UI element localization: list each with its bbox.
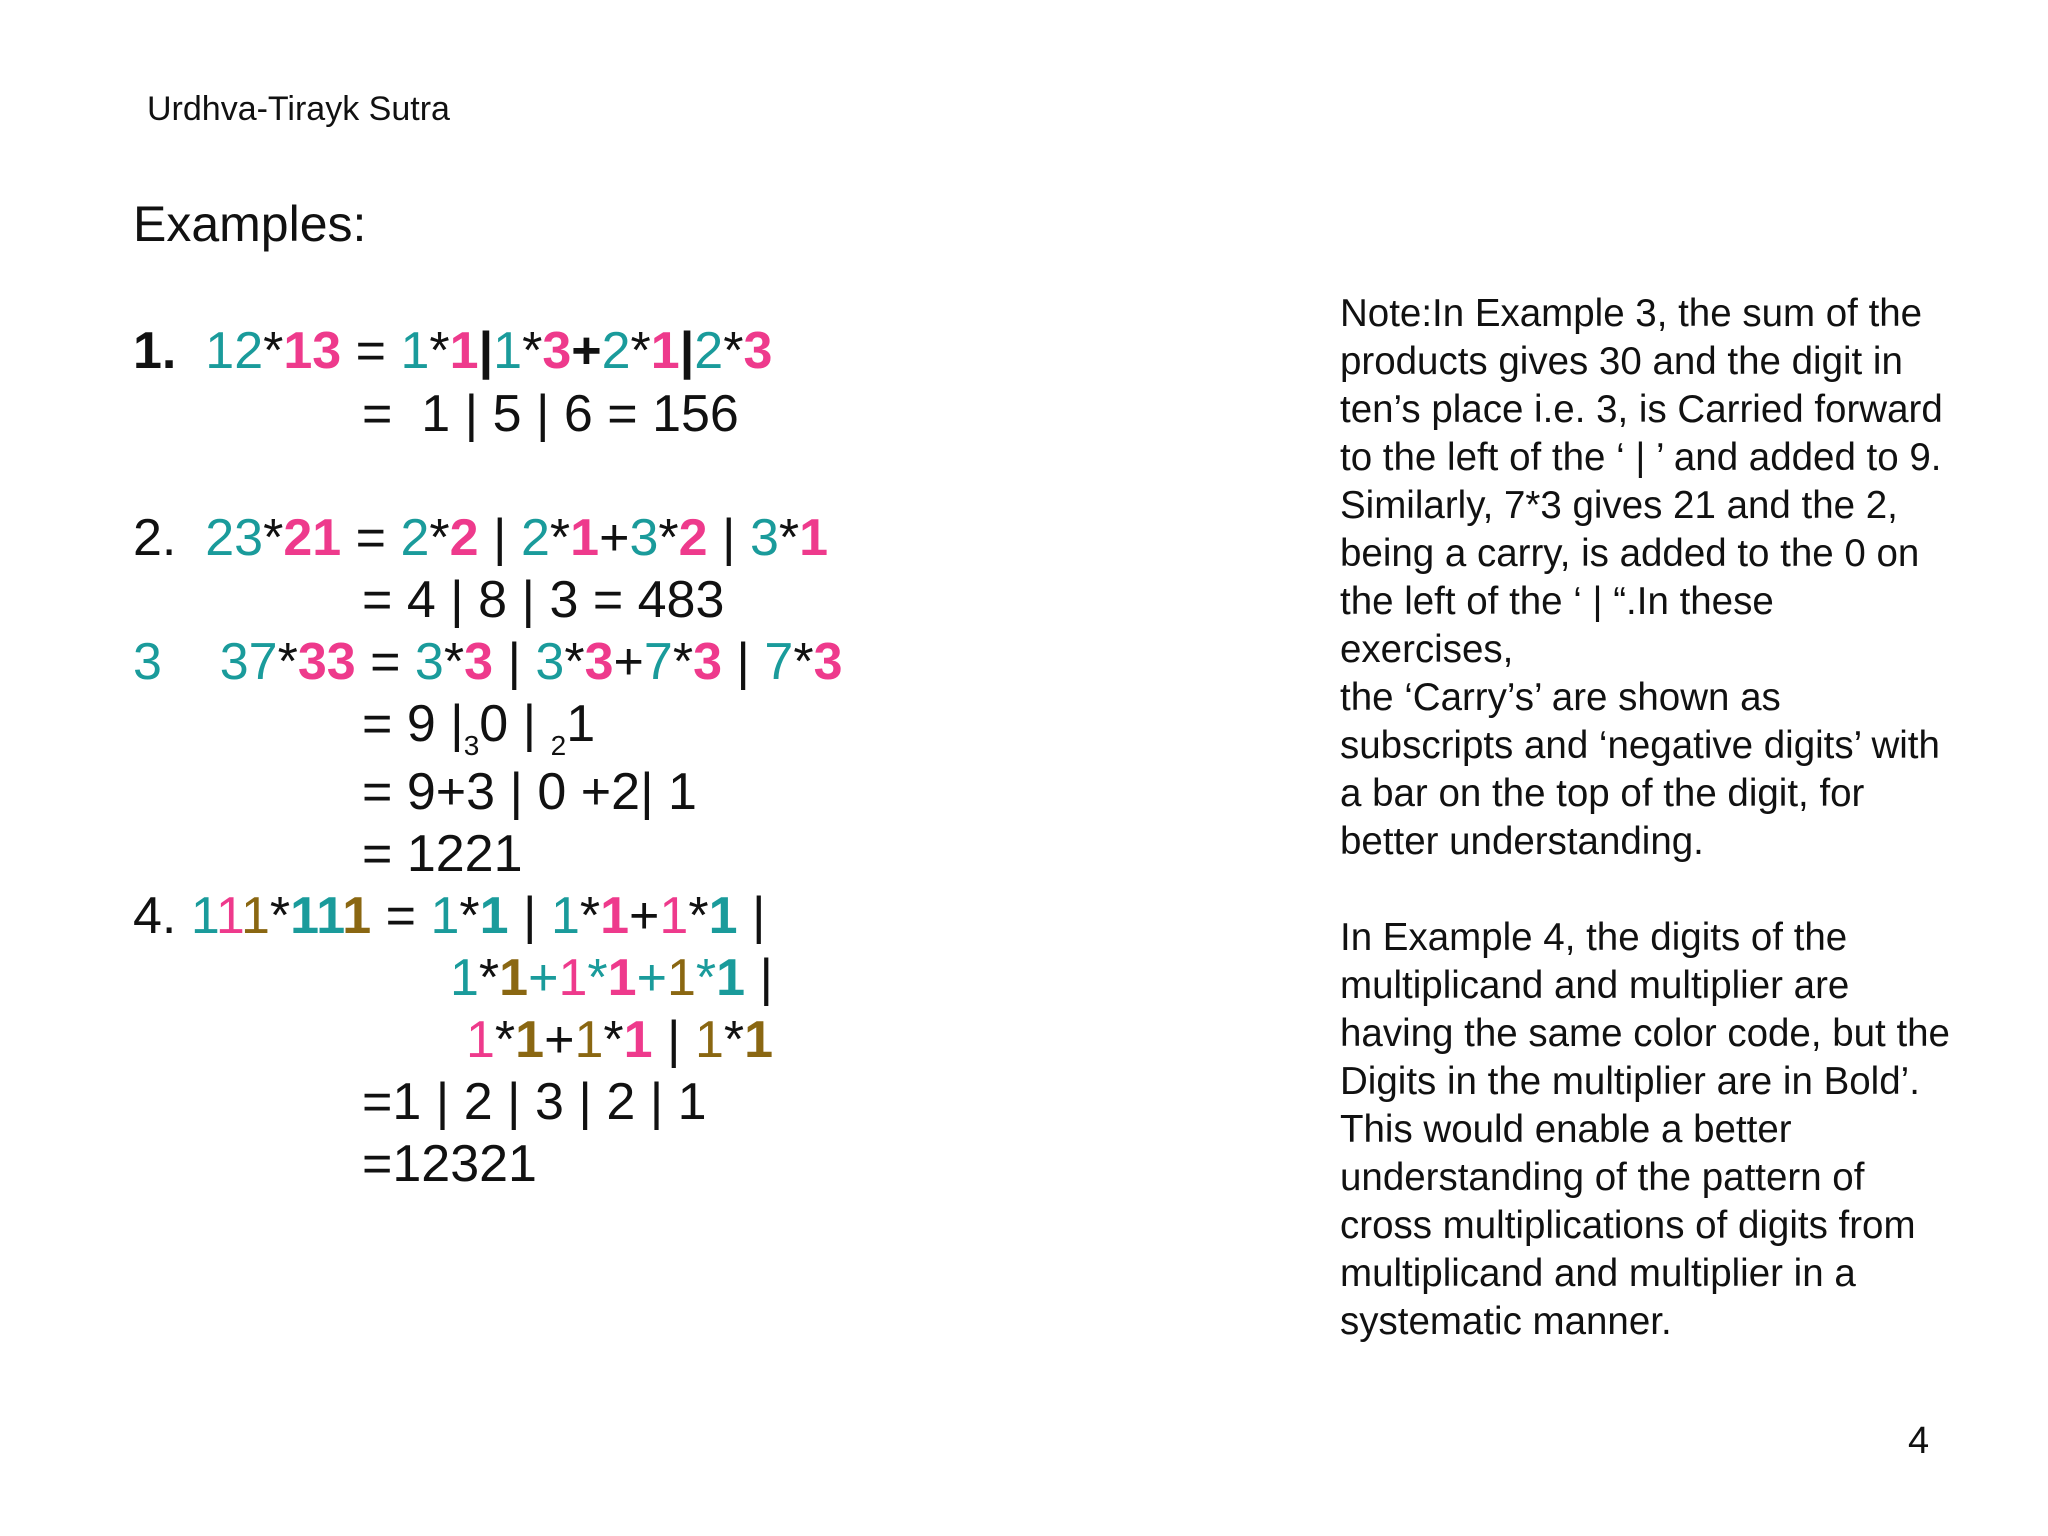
slide-header: Urdhva-Tirayk Sutra: [147, 90, 450, 128]
note-line: to the left of the ‘ | ’ and added to 9.: [1340, 436, 1942, 479]
equation-segment: +: [629, 887, 660, 945]
equation-segment: +: [544, 1011, 575, 1069]
note-line: subscripts and ‘negative digits’ with: [1340, 724, 1940, 767]
equation-segment: 23: [205, 509, 264, 567]
equation-segment: = 1 | 5 | 6 = 156: [362, 385, 739, 443]
equation-segment: 2: [601, 322, 631, 380]
equation-segment: 1: [708, 887, 738, 945]
note-line: better understanding.: [1340, 820, 1704, 863]
equation-segment: *: [723, 1011, 745, 1069]
equation-segment: |: [745, 949, 773, 1007]
equation-segment: *: [277, 633, 298, 691]
equation-segment: 1: [449, 322, 479, 380]
equation-segment: 3: [464, 633, 494, 691]
equation-segment: =: [371, 887, 431, 945]
equation-segment: 1: [799, 509, 829, 567]
equation-segment: 1: [659, 887, 689, 945]
example-1-line-1: [133, 322, 773, 380]
equation-segment: *: [723, 322, 744, 380]
carry-subscript: 2: [550, 730, 567, 761]
note-line: cross multiplications of digits from: [1340, 1204, 1916, 1247]
equation-segment: +: [528, 949, 559, 1007]
equation-segment: *: [459, 887, 480, 945]
equation-segment: *: [443, 633, 465, 691]
equation-segment: *: [630, 322, 651, 380]
note-paragraph-1: [1340, 290, 2020, 866]
equation-segment: =: [341, 322, 401, 380]
note-line: products gives 30 and the digit in: [1340, 340, 1903, 383]
example-2-line-2: [362, 571, 725, 629]
equation-segment: 3: [414, 633, 444, 691]
equation-segment: 1: [744, 1011, 774, 1069]
equation-segment: *: [263, 322, 284, 380]
equation-segment: =1 | 2 | 3 | 2 | 1: [362, 1073, 707, 1131]
equation-segment: =: [341, 509, 401, 567]
equation-segment: 21: [283, 509, 342, 567]
equation-segment: |: [707, 509, 750, 567]
equation-segment: 13: [283, 322, 342, 380]
equation-segment: 3: [813, 633, 843, 691]
equation-segment: = 9 |: [362, 695, 464, 753]
equation-segment: *: [494, 1011, 516, 1069]
equation-segment: *: [263, 509, 284, 567]
equation-segment: *: [429, 509, 450, 567]
equation-segment: 1: [342, 887, 372, 945]
equation-segment: +: [571, 322, 602, 380]
equation-segment: 12: [205, 322, 264, 380]
note-line: In Example 4, the digits of the: [1340, 916, 1848, 959]
equation-segment: 1: [574, 1011, 604, 1069]
equation-segment: 1.: [133, 322, 177, 380]
equation-segment: 2: [678, 509, 708, 567]
equation-segment: *: [478, 949, 500, 1007]
equation-segment: 1: [450, 949, 479, 1007]
equation-segment: = 1221: [362, 825, 523, 883]
equation-segment: *: [549, 509, 571, 567]
equation-segment: 2: [400, 509, 430, 567]
equation-segment: 4.: [133, 887, 191, 945]
note-line: This would enable a better: [1340, 1108, 1792, 1151]
equation-segment: 3: [693, 633, 722, 691]
equation-segment: *: [603, 1011, 624, 1069]
equation-segment: 1: [215, 887, 241, 945]
equation-segment: 7: [643, 633, 673, 691]
example-3-line-4: [362, 825, 523, 883]
equation-segment: 1: [550, 887, 580, 945]
equation-segment: 7: [764, 633, 794, 691]
example-3-line-3: [362, 763, 697, 821]
equation-segment: 3: [542, 322, 572, 380]
equation-segment: 3: [749, 509, 779, 567]
carry-subscript: 3: [463, 730, 480, 761]
equation-segment: 1: [316, 887, 343, 945]
note-line: ten’s place i.e. 3, is Carried forward: [1340, 388, 1943, 431]
equation-segment: *: [672, 633, 694, 691]
equation-segment: *: [658, 509, 679, 567]
equation-segment: [162, 633, 220, 691]
equation-segment: 3: [584, 633, 614, 691]
equation-segment: = 9+3 | 0 +2| 1: [362, 763, 697, 821]
equation-segment: 0 |: [479, 695, 551, 753]
equation-segment: *: [269, 887, 291, 945]
equation-segment: [176, 322, 205, 380]
note-line: being a carry, is added to the 0 on: [1340, 532, 1920, 575]
equation-segment: |: [493, 633, 536, 691]
equation-segment: |: [721, 633, 765, 691]
equation-segment: 1: [570, 509, 600, 567]
equation-segment: |: [737, 887, 766, 945]
equation-segment: *: [695, 949, 717, 1007]
equation-segment: |: [478, 322, 494, 380]
equation-segment: 1: [600, 887, 630, 945]
equation-segment: 1: [400, 322, 430, 380]
equation-segment: *: [564, 633, 585, 691]
note-paragraph-2: [1340, 914, 2020, 1346]
equation-segment: 1: [466, 1011, 495, 1069]
note-line: multiplicand and multiplier are: [1340, 964, 1850, 1007]
equation-segment: |: [478, 509, 521, 567]
equation-segment: 1: [493, 322, 523, 380]
example-3-line-2: [362, 695, 596, 761]
equation-segment: *: [579, 887, 601, 945]
note-line: systematic manner.: [1340, 1300, 1672, 1343]
equation-segment: *: [688, 887, 709, 945]
equation-segment: 1: [479, 887, 509, 945]
equation-segment: 1: [290, 887, 317, 945]
equation-segment: 1: [430, 887, 460, 945]
note-line: the left of the ‘ | “.In these: [1340, 580, 1774, 623]
equation-segment: 3: [535, 633, 565, 691]
equation-segment: +: [636, 949, 667, 1007]
example-1-line-2: [362, 385, 739, 443]
equation-segment: =: [355, 633, 415, 691]
page-number: 4: [1908, 1420, 1930, 1462]
example-4-line-1: [133, 887, 766, 945]
example-4-line-3: [466, 1011, 774, 1069]
note-line: multiplicand and multiplier in a: [1340, 1252, 1856, 1295]
equation-segment: 1: [716, 949, 746, 1007]
note-line: Digits in the multiplier are in Bold’.: [1340, 1060, 1920, 1103]
equation-segment: =12321: [362, 1135, 537, 1193]
equation-segment: 2: [449, 509, 479, 567]
example-3-line-1: [133, 633, 843, 691]
equation-segment: |: [679, 322, 695, 380]
equation-segment: *: [793, 633, 814, 691]
example-4-line-2: [450, 949, 773, 1007]
equation-segment: 2: [520, 509, 550, 567]
equation-segment: 1: [566, 695, 596, 753]
note-line: having the same color code, but the: [1340, 1012, 1950, 1055]
note-line: exercises,: [1340, 628, 1514, 671]
equation-segment: |: [508, 887, 551, 945]
equation-segment: |: [652, 1011, 695, 1069]
equation-segment: 3: [629, 509, 659, 567]
examples-title: Examples:: [133, 196, 367, 252]
equation-segment: 1: [666, 949, 696, 1007]
equation-segment: +: [599, 509, 630, 567]
equation-segment: 1: [190, 887, 216, 945]
equation-segment: 1: [623, 1011, 653, 1069]
equation-segment: +: [613, 633, 644, 691]
equation-segment: *: [522, 322, 543, 380]
equation-segment: 2: [694, 322, 724, 380]
equation-segment: 1: [558, 949, 588, 1007]
note-line: Similarly, 7*3 gives 21 and the 2,: [1340, 484, 1898, 527]
equation-segment: 1: [650, 322, 680, 380]
example-2-line-1: [133, 509, 829, 567]
equation-segment: 37: [219, 633, 278, 691]
note-text: [1340, 290, 2020, 1346]
equation-segment: 3: [133, 633, 162, 691]
equation-segment: 1: [694, 1011, 724, 1069]
equation-segment: 1: [515, 1011, 545, 1069]
example-4-line-4: [362, 1073, 707, 1131]
equation-segment: 1: [607, 949, 637, 1007]
equation-segment: 1: [240, 887, 270, 945]
note-line: Note:In Example 3, the sum of the: [1340, 292, 1923, 335]
equation-segment: 2.: [133, 509, 206, 567]
note-line: understanding of the pattern of: [1340, 1156, 1865, 1199]
equation-segment: *: [778, 509, 800, 567]
equation-segment: 1: [499, 949, 529, 1007]
equation-segment: *: [587, 949, 608, 1007]
note-line: the ‘Carry’s’ are shown as: [1340, 676, 1781, 719]
example-4-line-5: [362, 1135, 537, 1193]
equation-segment: 33: [297, 633, 356, 691]
equation-segment: 3: [743, 322, 773, 380]
equation-segment: *: [429, 322, 450, 380]
note-line: a bar on the top of the digit, for: [1340, 772, 1865, 815]
equation-segment: = 4 | 8 | 3 = 483: [362, 571, 725, 629]
